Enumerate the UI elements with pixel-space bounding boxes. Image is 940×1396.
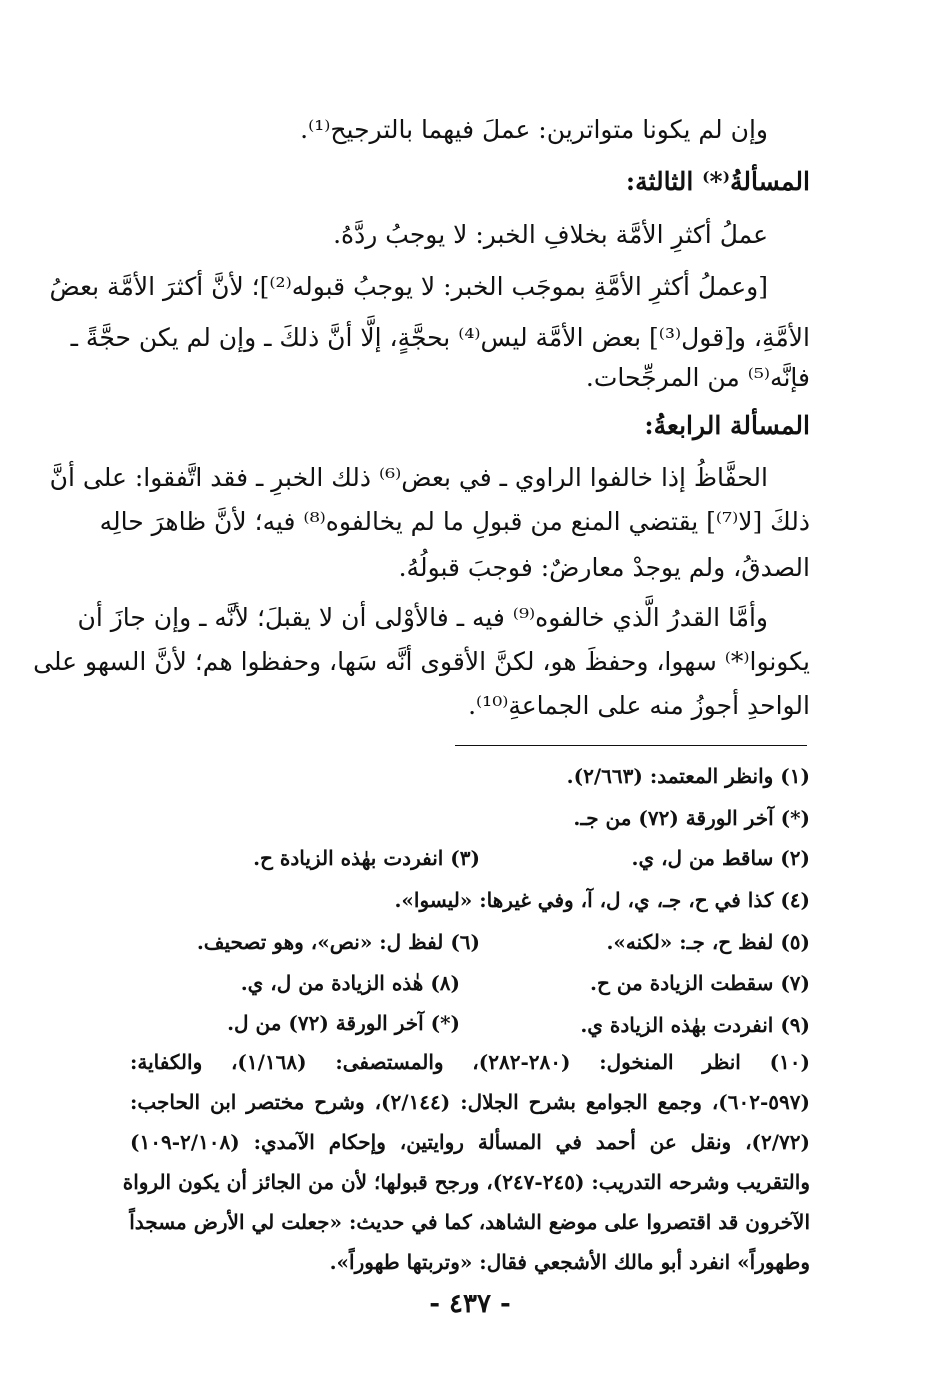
footnote-10-line-3: (٢/٧٢)، ونقل عن أحمد في المسألة روايتين، وإحكام الآمدي: (٢/١٠٨-١٠٩): [130, 1130, 810, 1154]
footnote-separator: [455, 745, 807, 746]
body-line-12: يكونوا⁽*⁾ سهوا، وحفظَ هو، لكنَّ الأقوى أنَّه سَها، وحفظوا هم؛ لأنَّ السهو على: [33, 647, 810, 676]
page-number: - ٤٣٧ -: [429, 1289, 511, 1319]
body-line-13: الواحدِ أجوزُ منه على الجماعةِ⁽¹⁰⁾.: [468, 691, 810, 720]
footnote-9: (٩) انفردت بهٰذه الزيادة ي.: [580, 1013, 810, 1037]
footnote-10-line-6: وطهوراً» انفرد أبو مالك الأشجعي فقال: «وتربتها طهوراً».: [329, 1250, 810, 1274]
footnote-7: (٧) سقطت الزيادة من ح.: [590, 971, 810, 995]
section-heading-third: المسألةُ⁽*⁾ الثالثة:: [625, 167, 810, 196]
footnote-10-line-4: والتقريب وشرحه التدريب: (٢٤٥-٢٤٧)، ورجح قبولها؛ لأن من الجائز أن يكون الرواة: [122, 1170, 810, 1194]
body-line-9: ذلكَ [لا⁽⁷⁾] يقتضي المنع من قبولِ ما لم يخالفوه⁽⁸⁾ فيه؛ لأنَّ ظاهرَ حالِه: [99, 507, 810, 536]
footnote-4: (٤) كذا في ح، جـ، ي، ل، آ، وفي غيرها: «ليسوا».: [394, 888, 810, 912]
footnote-2: (٢) ساقط من ل، ي.: [631, 846, 810, 870]
body-line-6: فإنَّه⁽⁵⁾ من المرجِّحات.: [585, 363, 810, 392]
footnote-3: (٣) انفردت بهٰذه الزيادة ح.: [253, 846, 480, 870]
footnote-6: (٦) لفظ ل: «نص»، وهو تصحيف.: [196, 930, 480, 954]
footnote-star-1: (*) آخر الورقة (٧٢) من جـ.: [573, 806, 810, 830]
body-line-11: وأمَّا القدرُ الَّذي خالفوه⁽⁹⁾ فيه ـ فالأوْلى أن لا يقبلَ؛ لأنَّه ـ وإن جازَ أن: [77, 603, 768, 632]
body-line-3: عملُ أكثرِ الأمَّة بخلافِ الخبر: لا يوجبُ ردَّهُ.: [333, 220, 768, 249]
footnote-5: (٥) لفظ ح، جـ: «لكنه».: [606, 930, 810, 954]
footnote-10-line-1: (١٠) انظر المنخول: (٢٨٠-٢٨٢)، والمستصفى: (١/١٦٨)، والكفاية:: [130, 1050, 810, 1074]
footnote-10-line-2: (٥٩٧-٦٠٢)، وجمع الجوامع بشرح الجلال: (٢/١٤٤)، وشرح مختصر ابن الحاجب:: [130, 1090, 810, 1114]
footnote-1: (١) وانظر المعتمد: (٢/٦٦٣).: [566, 764, 810, 788]
footnote-8: (٨) هٰذه الزيادة من ل، ي.: [240, 971, 460, 995]
footnote-10-line-5: الآخرون قد اقتصروا على موضع الشاهد، كما في حديث: «جعلت لي الأرض مسجداً: [129, 1210, 810, 1234]
body-line-8: الحفَّاظُ إذا خالفوا الراوي ـ في بعض⁽⁶⁾ ذلك الخبرِ ـ فقد اتَّفقوا: على أنَّ: [49, 463, 768, 492]
body-line-10: الصدقُ، ولم يوجدْ معارضٌ: فوجبَ قبولُهُ.: [398, 553, 810, 582]
body-line-4: [وعملُ أكثرِ الأمَّةِ بموجَب الخبر: لا يوجبُ قبوله⁽²⁾]؛ لأنَّ أكثرَ الأمَّة بعضُ: [49, 272, 768, 301]
body-line-1: وإن لم يكونا متواترين: عملَ فيهما بالترجيح⁽¹⁾.: [300, 115, 768, 144]
section-heading-fourth: المسألة الرابعةُ:: [644, 411, 810, 440]
footnote-star-2: (*) آخر الورقة (٧٢) من ل.: [227, 1011, 460, 1035]
body-line-5: الأمَّةِ، و[قول⁽³⁾] بعض الأمَّة ليس⁽⁴⁾ بحجَّةٍ، إلَّا أنَّ ذلكَ ـ وإن لم يكن حجَّةً ـ: [70, 323, 810, 352]
